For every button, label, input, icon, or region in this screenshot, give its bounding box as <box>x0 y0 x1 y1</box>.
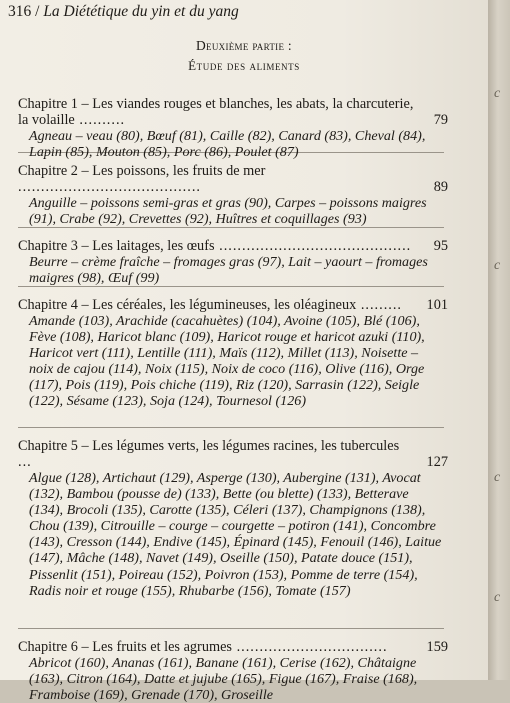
chapter-3 <box>18 238 448 287</box>
chapter-title-text: Chapitre 2 – Les poissons, les fruits de mer <box>18 163 266 179</box>
chapter-items: Abricot (160), Ananas (161), Banane (161), Cerise (162), Châtaigne (163), Citron (164), Datte et jujube (165), Figue (167), Fraise (168), Framboise (169), Grenade (170), Groseille <box>29 655 418 703</box>
leader-dots: ... <box>18 454 32 470</box>
chapter-title <box>18 438 448 470</box>
chapter-6 <box>18 639 448 703</box>
chapter-title-text: Chapitre 6 – Les fruits et les agrumes <box>18 639 232 655</box>
chapter-page: 79 <box>433 112 448 128</box>
leader-dots: .......................................... <box>214 238 412 254</box>
header-separator: / <box>31 3 44 20</box>
part-title: Deuxième partie : <box>196 38 292 53</box>
chapter-page: 127 <box>426 454 448 470</box>
chapter-title <box>18 297 448 313</box>
chapter-title <box>18 163 448 195</box>
leader-dots: .......... <box>74 112 126 128</box>
leader-dots: ......... <box>356 297 402 313</box>
chapter-page: 89 <box>433 179 448 195</box>
chapter-items: Algue (128), Artichaut (129), Asperge (130), Aubergine (131), Avocat (132), Bambou (pousse de) (133), Bette (ou blette) (133), Betterave (134), Brocoli (135), Carotte (135), Céleri (137), Champignons (138), Chou (139), Citrouille – courge – courgette – potiron (141), Concombre (143), Cresson (144), Endive (145), Épinard (145), Fenouil (146), Laitue (147), Mâche (148), Navet (149), Oseille (150), Patate douce (151), Pissenlit (151), Poireau (152), Poivron (153), Pomme de terre (154), Radis noir et rouge (155), Rhubarbe (156), Tomate (157) <box>29 470 442 599</box>
chapter-title <box>18 96 448 128</box>
edge-glyph: c <box>494 258 501 273</box>
chapter-items: Agneau – veau (80), Bœuf (81), Caille (82), Canard (83), Cheval (84), Lapin (85), Mouton (85), Porc (86), Poulet (87) <box>29 128 426 161</box>
chapter-title-text: Chapitre 5 – Les légumes verts, les légumes racines, les tubercules <box>18 438 400 454</box>
part-subtitle: Étude des aliments <box>188 58 300 73</box>
book-title: La Diététique du yin et du yang <box>43 3 239 20</box>
table-of-contents <box>18 96 448 703</box>
chapter-title-text: Chapitre 1 – Les viandes rouges et blanches, les abats, la charcuterie, la volaille <box>18 96 414 128</box>
chapter-5 <box>18 438 448 629</box>
chapter-1 <box>18 96 448 161</box>
chapter-items: Amande (103), Arachide (cacahuètes) (104), Avoine (105), Blé (106), Fève (108), Haricot blanc (109), Haricot rouge et haricot azuki (110), Haricot vert (111), Lentille (111), Maïs (112), Millet (113), Noisette – noix de cajou (114), Noix (115), Noix de coco (116), Olive (116), Orge (117), Pois (119), Pois chiche (119), Riz (120), Sarrasin (122), Seigle (122), Sésame (123), Soja (124), Tournesol (126) <box>29 313 425 410</box>
chapter-title-text: Chapitre 4 – Les céréales, les légumineuses, les oléagineux <box>18 297 357 313</box>
chapter-title-text: Chapitre 3 – Les laitages, les œufs <box>18 238 215 254</box>
edge-glyph: c <box>494 86 501 101</box>
adjacent-page-edge <box>488 0 510 680</box>
chapter-4 <box>18 297 448 428</box>
chapter-page: 159 <box>426 639 448 655</box>
edge-glyph: c <box>494 590 501 605</box>
leader-dots: ........................................ <box>18 179 201 195</box>
edge-glyph: c <box>494 470 501 485</box>
chapter-page: 95 <box>433 238 448 254</box>
chapter-2 <box>18 163 448 228</box>
chapter-items: Anguille – poissons semi-gras et gras (90), Carpes – poissons maigres (91), Crabe (92), Crevettes (92), Huîtres et coquillages (93) <box>29 195 427 228</box>
page-number: 316 <box>8 3 32 20</box>
running-head <box>8 3 239 21</box>
chapter-items: Beurre – crème fraîche – fromages gras (97), Lait – yaourt – fromages maigres (98), Œuf (99) <box>29 254 428 287</box>
leader-dots: ................................. <box>232 639 388 655</box>
chapter-title <box>18 238 448 254</box>
chapter-title <box>18 639 448 655</box>
chapter-page: 101 <box>426 297 448 313</box>
